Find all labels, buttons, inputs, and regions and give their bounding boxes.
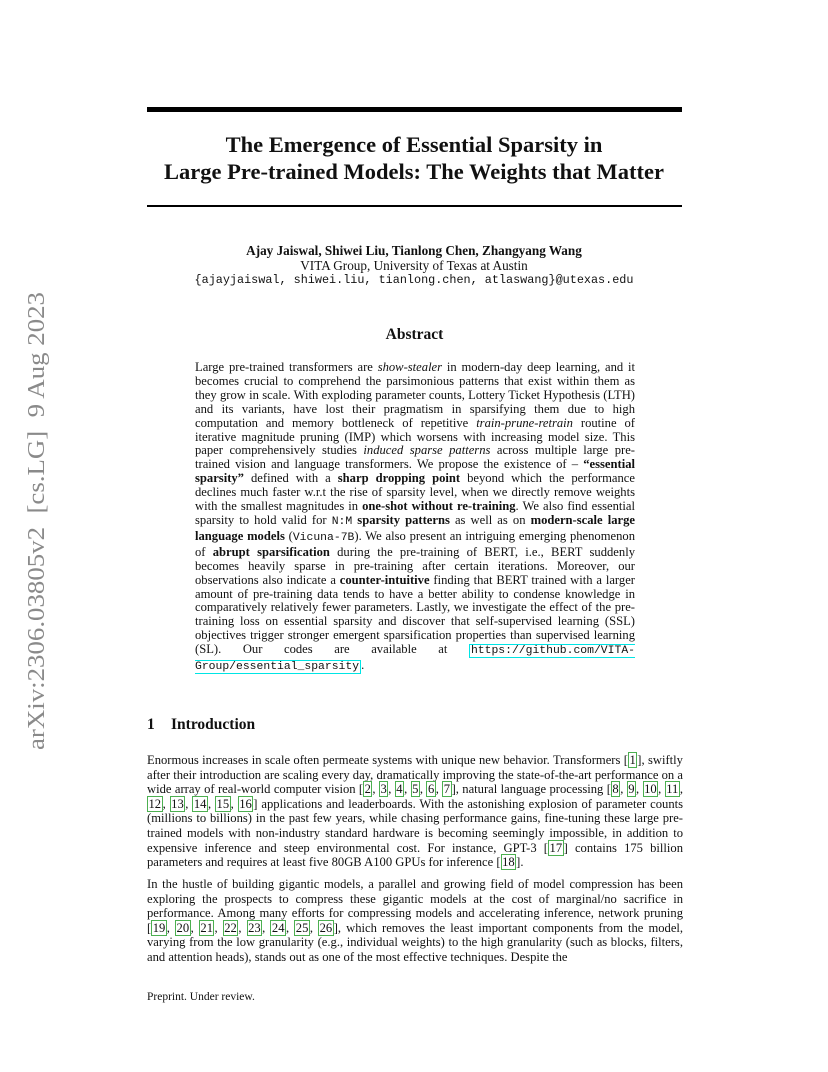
author-affiliation: VITA Group, University of Texas at Austin xyxy=(300,258,528,273)
abstract-bold: sparsity patterns xyxy=(352,512,450,527)
body-text: ], which removes the least important components from the model, varying from the low granularity (e.g., individual weights) to the high granularity (such as blocks, filters, and attention heads), stands out as one of the most effective techniques. Despite the xyxy=(147,920,684,964)
intro-paragraph-1: Enormous increases in scale often permeate systems with unique new behavior. Transformers [ 1 ], swiftly after their introduction are scaling every day, dramatically improving the state-of-the-art performance on a wide array of real-world computer vision [ 2 , 3 , 4 , 5 , 6 , 7 ], natural language processing [ 8 , 9 , 10 , 11 , 12 , 13 , 14 , 15 , 16 ] applications and leaderboards. With the astonishing explosion of parameter counts (millions to billions) in the past few years, while chasing performance gains, fine-tuning these large pre-trained models with non-industry standard hardware is becoming seemingly impossible, in addition to expensive inference and steep environmental cost. For instance, GPT-3 [ 17 ] contains 175 billion parameters and requires at least five 80GB A100 GPUs for inference [ 18 ]. xyxy=(147,753,684,870)
body-text: ]. xyxy=(516,855,524,870)
intro-paragraph-2: In the hustle of building gigantic models, a parallel and growing field of model compression has been exploring the prospects to compress these gigantic models at the cost of marginal/no sacrifice in performance. Among many efforts for compressing models and accelerating inference, network pruning [ 19 , 20 , 21 , 22 , 23 , 24 , 25 , 26 ], which removes the least important components from the model, varying from the low granularity (e.g., individual weights) to the high granularity (such as blocks, filters, and attention heads), stands out as one of the most effective techniques. Despite the xyxy=(147,877,684,964)
citation-link[interactable]: 23 xyxy=(248,920,261,935)
abstract-bold: modern-scale large language models xyxy=(195,512,635,543)
citation-link[interactable]: 17 xyxy=(549,840,563,855)
abstract-text: during the pre-training of BERT, i.e., BERT suddenly becomes heavily sparse in pre-training after certain iterations. Moreover, our observations also indicate a xyxy=(195,544,635,587)
citation-link[interactable]: 11 xyxy=(666,782,679,797)
citation-link[interactable]: 20 xyxy=(176,920,190,935)
citation-link[interactable]: 10 xyxy=(644,782,657,797)
abstract-bold: one-shot without re-training xyxy=(362,499,516,514)
citation-link[interactable]: 14 xyxy=(193,796,207,811)
abstract-body xyxy=(195,361,635,675)
abstract-text: Large pre-trained transformers are xyxy=(195,360,378,374)
abstract-emphasis: induced sparse patterns xyxy=(363,443,491,458)
abstract-text: finding that BERT trained with a larger amount of pre-training data tends to have a better ability to condense knowledge in comparatively relatively fewer parameters. Lastly, we investigate the effect of the pre-training loss on essential sparsity and discover that self-supervised learning (SSL) objectives trigger stronger emergent sparsification properties than supervised learning (SL). Our codes are available at xyxy=(195,572,635,657)
citation-link[interactable]: 7 xyxy=(443,782,451,797)
citation-link[interactable]: 2 xyxy=(364,782,371,797)
citation-link[interactable]: 6 xyxy=(427,782,435,797)
citation-link[interactable]: 21 xyxy=(200,920,213,935)
citation-link[interactable]: 26 xyxy=(319,920,333,935)
abstract-bold: counter-intuitive xyxy=(339,572,430,587)
citation-link[interactable]: 1 xyxy=(629,753,636,767)
arxiv-id: arXiv:2306.03805v2 [cs.LG] 9 Aug 2023 xyxy=(23,332,50,750)
body-text: In the hustle of building gigantic models, a parallel and growing field of model compression has been exploring the prospects to compress these gigantic models at the cost of marginal/no sacrifice in performance. Among many efforts for compressing models and accelerating inference, network pruning [ xyxy=(147,877,683,935)
abstract-emphasis: train-prune-retrain xyxy=(476,415,573,430)
paper-title xyxy=(130,131,698,185)
citation-link[interactable]: 19 xyxy=(152,920,166,935)
footer-note: Preprint. Under review. xyxy=(147,991,255,1003)
abstract-text: ). We also present an intriguing emerging phenomenon of xyxy=(195,528,636,559)
citation-link[interactable]: 5 xyxy=(412,782,419,797)
citation-link[interactable]: 18 xyxy=(502,855,515,870)
abstract-text: routine of iterative magnitude pruning (IMP) which worsens with increasing model size. This paper comprehensively studies xyxy=(195,415,635,458)
author-names: Ajay Jaiswal, Shiwei Liu, Tianlong Chen, Zhangyang Wang xyxy=(246,243,582,258)
citation-link[interactable]: 22 xyxy=(224,920,237,935)
abstract-text: . xyxy=(361,658,365,673)
citation-link[interactable]: 13 xyxy=(171,796,184,811)
body-text: ] contains 175 billion parameters and requires at least five 80GB A100 GPUs for inference [ xyxy=(147,840,683,870)
citation-link[interactable]: 25 xyxy=(295,920,309,935)
abstract-bold: abrupt sparsification xyxy=(212,544,330,559)
abstract-heading: Abstract xyxy=(385,326,444,343)
abstract-code: Vicuna-7B xyxy=(292,531,355,544)
citation-link[interactable]: 4 xyxy=(396,782,403,797)
arxiv-stamp xyxy=(20,290,50,760)
abstract-bold: sharp dropping point xyxy=(337,471,461,486)
title-line-1: The Emergence of Essential Sparsity in xyxy=(225,132,603,157)
body-text: Enormous increases in scale often permeate systems with unique new behavior. Transformers [ xyxy=(147,753,628,767)
citation-link[interactable]: 15 xyxy=(216,796,230,811)
body-text: ], swiftly after their introduction are scaling every day, dramatically improving the state-of-the-art performance on a wide array of real-world computer vision [ xyxy=(147,753,683,797)
abstract-text: in modern-day deep learning, and it becomes crucial to comprehend the parsimonious patterns that exist within them as they grow in scale. With exploding parameter counts, Lottery Ticket Hypothesis (LTH) and its variants, have lost their pragmatism in sparsifying them due to high computation and memory bottleneck of repetitive xyxy=(195,360,635,430)
citation-link[interactable]: 16 xyxy=(239,796,252,811)
abstract-text: as well as on xyxy=(449,512,531,527)
abstract-text: defined with a xyxy=(243,471,338,486)
abstract-text: ( xyxy=(284,528,293,543)
section-number: 1 xyxy=(147,716,155,733)
section-title: Introduction xyxy=(171,716,256,733)
body-text: ], natural language processing [ xyxy=(451,782,611,797)
body-text: ] applications and leaderboards. With the astonishing explosion of parameter counts (millions to billions) in the past few years, while chasing performance gains, fine-tuning these large pre-trained models with non-industry standard hardware is becoming seemingly impossible, in addition to expensive inference and steep environmental cost. For instance, GPT-3 [ xyxy=(147,796,684,855)
abstract-text: beyond which the performance declines much faster w.r.t the rise of sparsity level, when we directly remove weights with the smallest magnitudes in xyxy=(195,471,635,514)
abstract-code: N:M xyxy=(331,515,353,528)
abstract-emphasis: show-stealer xyxy=(377,360,443,374)
author-block xyxy=(100,243,728,288)
bottom-rule xyxy=(147,205,682,207)
citation-link[interactable]: 9 xyxy=(628,782,635,797)
abstract-text: across multiple large pre-trained vision and language transformers. We propose the existence of – xyxy=(195,443,635,472)
citation-link[interactable]: 12 xyxy=(148,796,162,811)
code-repo-link[interactable]: https://github.com/VITA-Group/essential_sparsity xyxy=(195,645,635,674)
author-email: {ajayjaiswal, shiwei.liu, tianlong.chen, atlaswang}@utexas.edu xyxy=(194,273,634,287)
top-rule xyxy=(147,107,682,112)
citation-link[interactable]: 24 xyxy=(271,920,285,935)
abstract-bold: “essential sparsity” xyxy=(195,457,635,486)
title-line-2: Large Pre-trained Models: The Weights that Matter xyxy=(164,159,664,184)
abstract-text: . We also find essential sparsity to hold valid for xyxy=(195,499,636,527)
section-heading-introduction xyxy=(147,716,255,734)
citation-link[interactable]: 3 xyxy=(380,782,387,797)
citation-link[interactable]: 8 xyxy=(612,782,619,797)
